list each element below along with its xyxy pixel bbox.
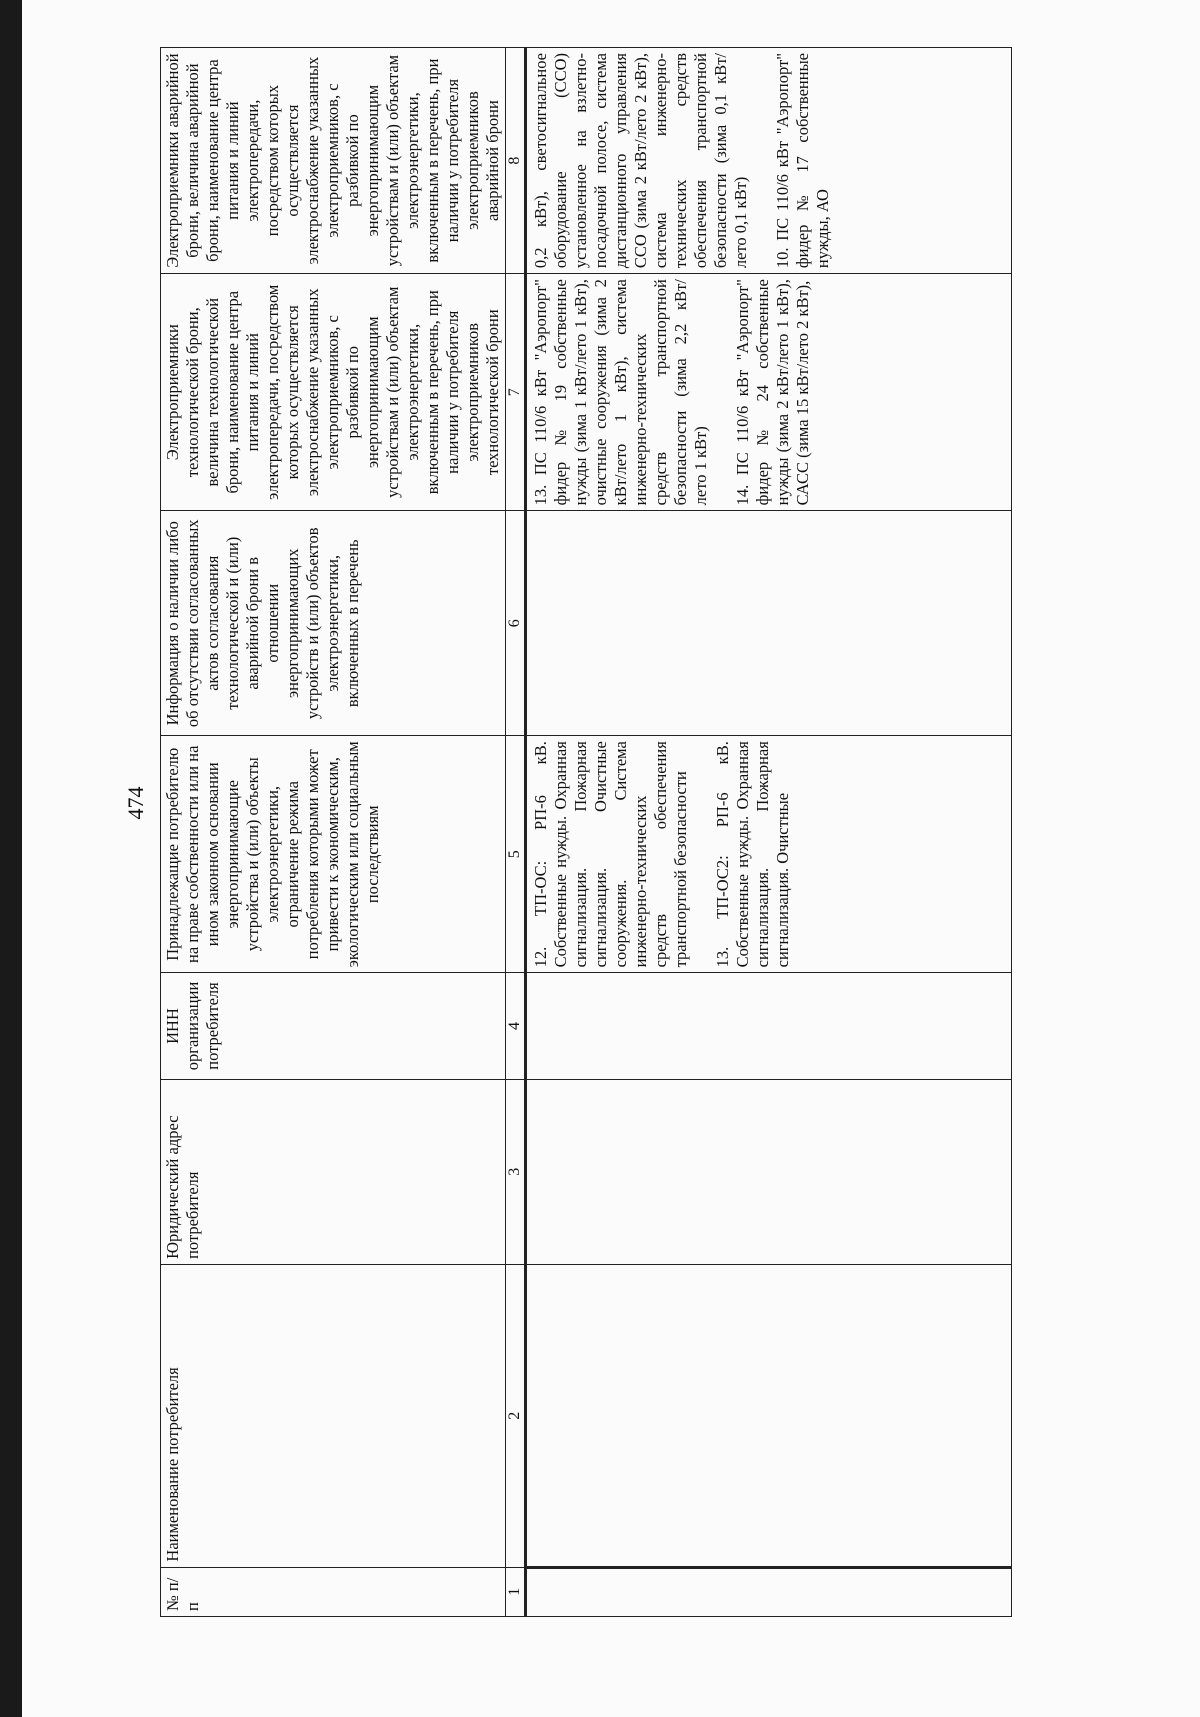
rotated-table-container — [160, 47, 1040, 1617]
column-number: 3 — [506, 1079, 526, 1264]
tech-reserve-entry: 14. ПС 110/6 кВт "Аэропорт" фидер № 24 собственные нужды (зима 2 кВт/лето 1 кВт), САСС (зима 15 кВт/лето 2 кВт), — [733, 279, 812, 506]
cell-tech-reserve — [526, 274, 1012, 511]
device-entry: 13. ТП-ОС2: РП-6 кВ. Собственные нужды. Охранная сигнализация. Пожарная сигнализация. Очистные — [713, 741, 792, 968]
cell-number — [526, 1567, 1012, 1616]
column-number-row — [506, 48, 526, 1617]
scan-edge-bar — [0, 0, 22, 1717]
header-cell: Принадлежащие потребителю на праве собственности или на ином законном основании энергопринимающие устройства и (или) объекты электроэнергетики, ограничение режима потребления которыми может привести к экономическим, экологическим или социальным последствиям — [161, 736, 506, 973]
header-cell: Электроприемники технологической брони, величина технологической брони, наименование центра питания и линий электропередачи, посредством которых осуществляется электроснабжение указанных электроприемников, с разбивкой по энергопринимающим устройствам и (или) объектам электроэнергетики, включенным в перечень, при наличии у потребителя электроприемников технологической брони — [161, 274, 506, 511]
device-entry: 12. ТП-ОС: РП-6 кВ. Собственные нужды. Охранная сигнализация. Пожарная сигнализация. Очистные сооружения. Система инженерно-технических средств обеспечения транспортной безопасности — [531, 741, 690, 968]
table-row — [526, 48, 1012, 1617]
emergency-reserve-entry: 0,2 кВт), светосигнальное оборудование (ССО) установленное на взлетно-посадочной полосе, система дистанционного управления ССО (зима 2 кВт/лето 2 кВт), система инженерно-технических средств обеспечения транспортной безопасности (зима 0,1 кВт/лето 0,1 кВт) — [531, 53, 750, 269]
column-number: 5 — [506, 736, 526, 973]
header-cell: Наименование потребителя — [161, 1264, 506, 1567]
header-cell: № п/п — [161, 1567, 506, 1616]
column-number: 4 — [506, 973, 526, 1079]
header-cell: Электроприемники аварийной брони, величина аварийной брони, наименование центра питания и линий электропередачи, посредством которых осуществляется электроснабжение указанных электроприемников, с разбивкой по энергопринимающим устройствам и (или) объектам электроэнергетики, включенным в перечень, при наличии у потребителя электроприемников аварийной брони — [161, 48, 506, 274]
header-row — [161, 48, 506, 1617]
emergency-reserve-entry: 10. ПС 110/6 кВт "Аэропорт" фидер № 17 собственные нужды, АО — [773, 53, 832, 269]
reserve-consumers-table — [160, 47, 1012, 1617]
cell-legal-address — [526, 1079, 1012, 1264]
column-number: 6 — [506, 511, 526, 736]
header-cell: Юридический адрес потребителя — [161, 1079, 506, 1264]
column-number: 1 — [506, 1567, 526, 1616]
column-number: 7 — [506, 274, 526, 511]
tech-reserve-entry: 13. ПС 110/6 кВт "Аэропорт" фидер № 19 собственные нужды (зима 1 кВт/лето 1 кВт), очистные сооружения (зима 2 кВт/лето 1 кВт), система инженерно-технических средств транспортной безопасности (зима 2,2 кВт/лето 1 кВт) — [531, 279, 710, 506]
cell-emergency-reserve — [526, 48, 1012, 274]
cell-devices — [526, 736, 1012, 973]
header-cell: Информация о наличии либо об отсутствии согласованных актов согласования технологической и (или) аварийной брони в отношении энергопринимающих устройств и (или) объектов электроэнергетики, включенных в перечень — [161, 511, 506, 736]
page-number: 474 — [123, 786, 148, 820]
header-cell: ИНН организации потребителя — [161, 973, 506, 1079]
cell-agreement-info — [526, 511, 1012, 736]
column-number: 2 — [506, 1264, 526, 1567]
cell-consumer-name — [526, 1264, 1012, 1567]
column-number: 8 — [506, 48, 526, 274]
cell-inn — [526, 973, 1012, 1079]
